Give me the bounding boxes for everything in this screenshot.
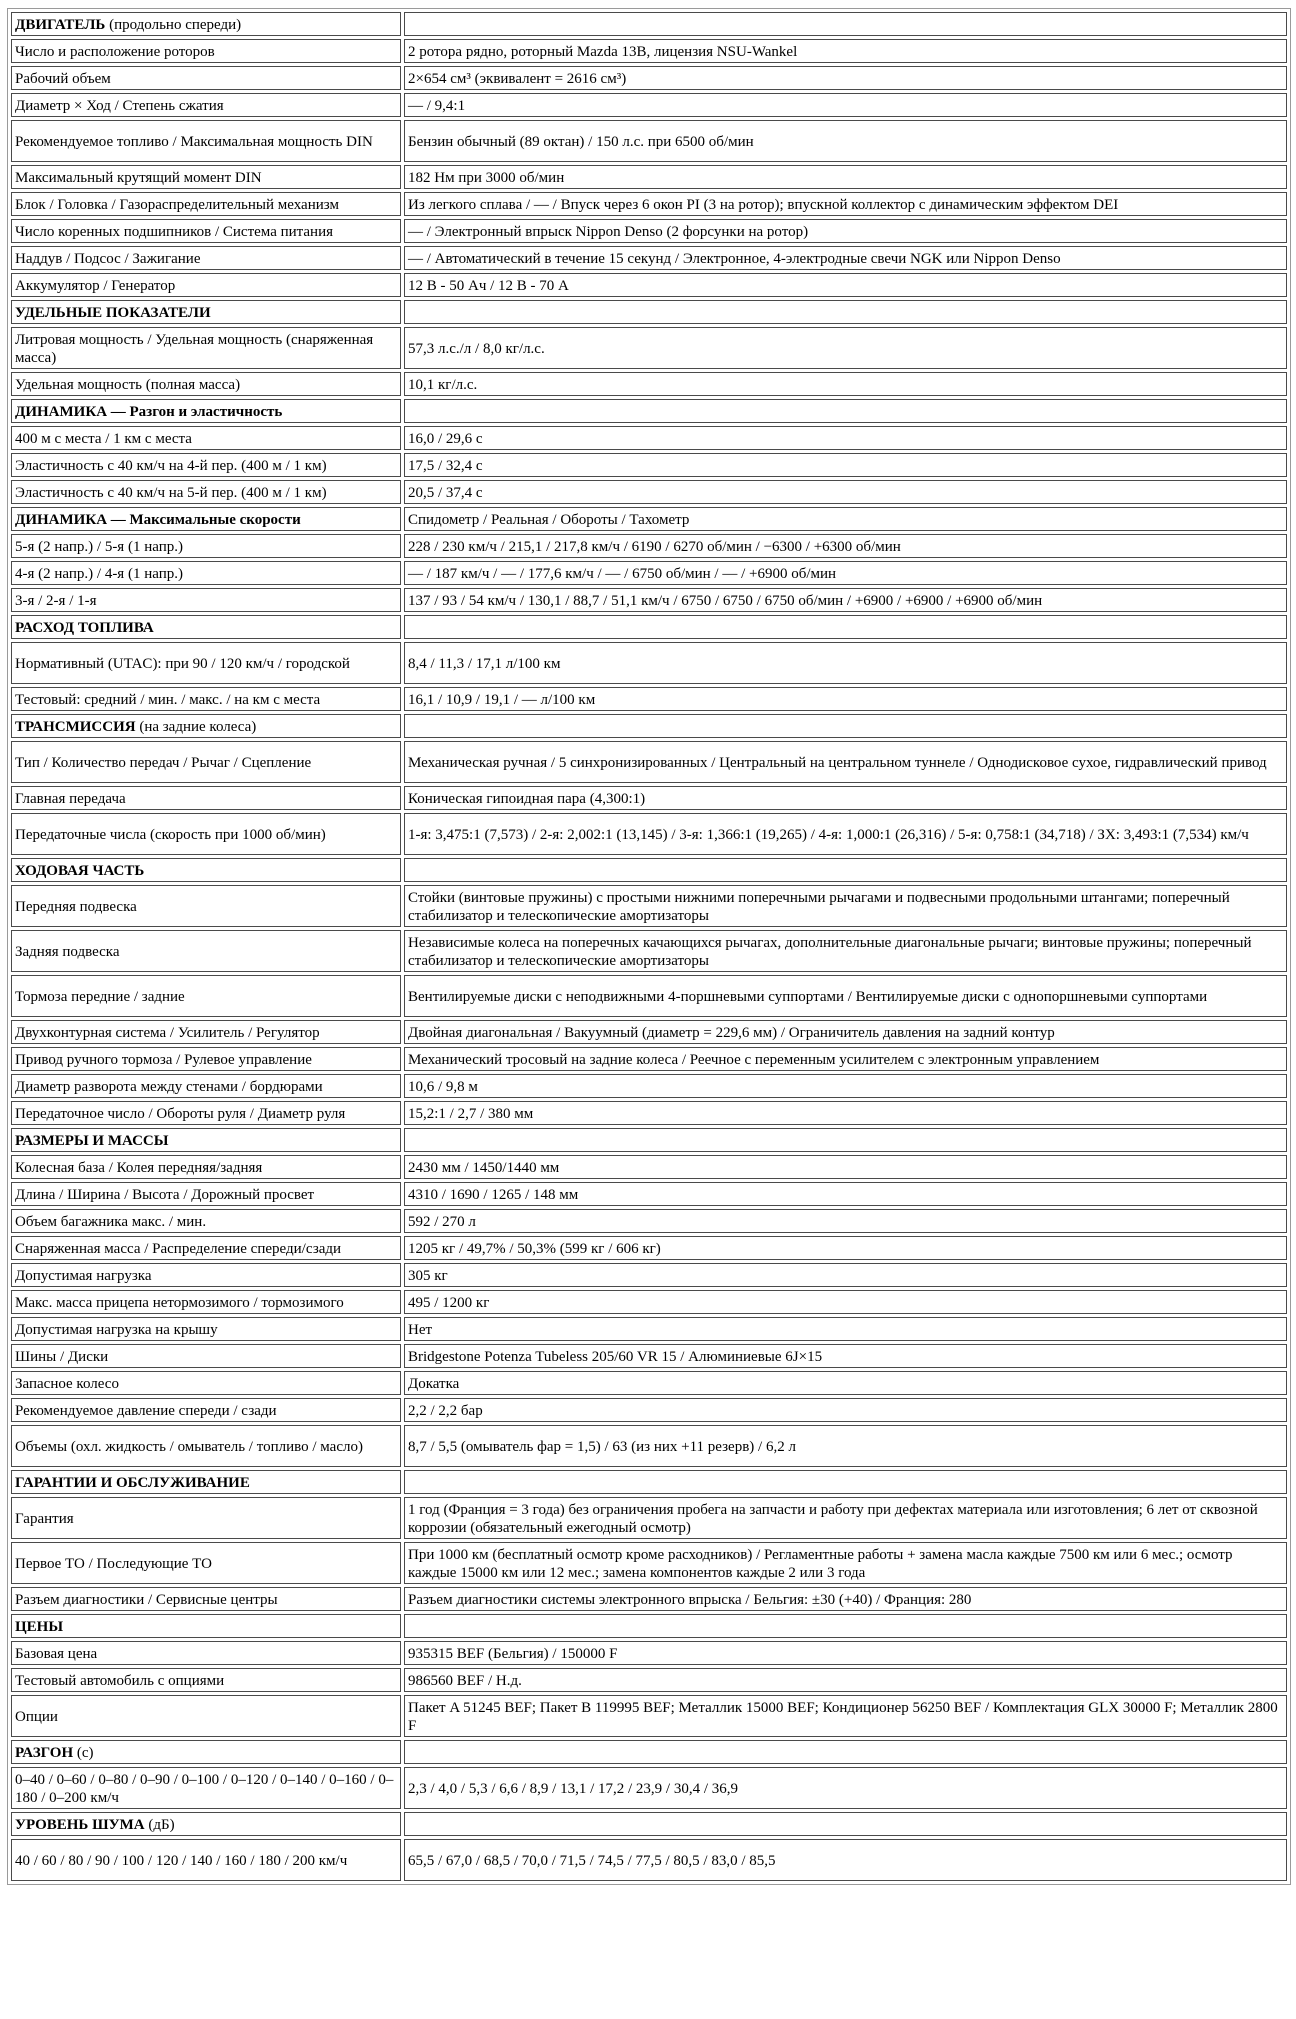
section-header-row (11, 12, 1287, 36)
section-header-row (11, 1812, 1287, 1836)
section-header-row (11, 1740, 1287, 1764)
spec-value: Коническая гипоидная пара (4,300:1) (404, 786, 1287, 810)
section-title: ДВИГАТЕЛЬ (15, 16, 106, 33)
section-value-cell (404, 1812, 1287, 1836)
spec-label: Рабочий объем (11, 66, 401, 90)
section-title: РАСХОД ТОПЛИВА (15, 619, 154, 636)
spec-label: 0–40 / 0–60 / 0–80 / 0–90 / 0–100 / 0–120 / 0–140 / 0–160 / 0–180 / 0–200 км/ч (11, 1767, 401, 1809)
table-row (11, 246, 1287, 270)
spec-value: 12 В - 50 Ач / 12 В - 70 А (404, 273, 1287, 297)
spec-value: 10,6 / 9,8 м (404, 1074, 1287, 1098)
table-row (11, 1398, 1287, 1422)
table-row (11, 219, 1287, 243)
spec-label: Привод ручного тормоза / Рулевое управление (11, 1047, 401, 1071)
spec-label: Запасное колесо (11, 1371, 401, 1395)
table-row (11, 642, 1287, 684)
spec-label: Тип / Количество передач / Рычаг / Сцепление (11, 741, 401, 783)
section-header-row (11, 507, 1287, 531)
spec-value: Двойная диагональная / Вакуумный (диаметр = 229,6 мм) / Ограничитель давления на задний контур (404, 1020, 1287, 1044)
section-note: (на задние колеса) (135, 718, 257, 735)
spec-value: 1 год (Франция = 3 года) без ограничения пробега на запчасти и работу при дефектах материала или изготовления; 6 лет от сквозной коррозии (обязательный ежегодный осмотр) (404, 1497, 1287, 1539)
section-header (11, 1812, 401, 1836)
spec-label: 4-я (2 напр.) / 4-я (1 напр.) (11, 561, 401, 585)
spec-value: 16,1 / 10,9 / 19,1 / — л/100 км (404, 687, 1287, 711)
spec-value: 1205 кг / 49,7% / 50,3% (599 кг / 606 кг) (404, 1236, 1287, 1260)
section-header (11, 1470, 401, 1494)
spec-value: — / Электронный впрыск Nippon Denso (2 форсунки на ротор) (404, 219, 1287, 243)
section-value-cell (404, 615, 1287, 639)
spec-value: 592 / 270 л (404, 1209, 1287, 1233)
spec-label: Допустимая нагрузка (11, 1263, 401, 1287)
section-header (11, 1740, 401, 1764)
table-row (11, 1155, 1287, 1179)
section-header-row (11, 615, 1287, 639)
spec-table (7, 8, 1291, 1885)
section-title: ХОДОВАЯ ЧАСТЬ (15, 862, 145, 879)
spec-value: 2,2 / 2,2 бар (404, 1398, 1287, 1422)
spec-value: Механический тросовый на задние колеса / Реечное с переменным усилителем с электронным управлением (404, 1047, 1287, 1071)
table-row (11, 1074, 1287, 1098)
spec-label: Опции (11, 1695, 401, 1737)
spec-label: Передаточное число / Обороты руля / Диаметр руля (11, 1101, 401, 1125)
table-row (11, 1182, 1287, 1206)
table-row (11, 1839, 1287, 1881)
table-row (11, 1290, 1287, 1314)
section-header (11, 714, 401, 738)
table-row (11, 66, 1287, 90)
table-row (11, 273, 1287, 297)
table-row (11, 1209, 1287, 1233)
table-row (11, 1263, 1287, 1287)
spec-label: Удельная мощность (полная масса) (11, 372, 401, 396)
section-title: РАЗГОН (15, 1744, 74, 1761)
section-header (11, 300, 401, 324)
spec-value: 2 ротора рядно, роторный Mazda 13B, лицензия NSU-Wankel (404, 39, 1287, 63)
spec-label: 3-я / 2-я / 1-я (11, 588, 401, 612)
spec-value: Механическая ручная / 5 синхронизированных / Центральный на центральном туннеле / Однодисковое сухое, гидравлический привод (404, 741, 1287, 783)
table-row (11, 561, 1287, 585)
section-header-row (11, 1470, 1287, 1494)
spec-label: Литровая мощность / Удельная мощность (снаряженная масса) (11, 327, 401, 369)
table-row (11, 480, 1287, 504)
spec-value: — / Автоматический в течение 15 секунд / Электронное, 4-электродные свечи NGK или Nippon Denso (404, 246, 1287, 270)
spec-label: Диаметр × Ход / Степень сжатия (11, 93, 401, 117)
spec-value: При 1000 км (бесплатный осмотр кроме расходников) / Регламентные работы + замена масла каждые 7500 км или 6 мес.; осмотр каждые 15000 км или 12 мес.; замена компонентов каждые 2 или 3 года (404, 1542, 1287, 1584)
spec-label: Наддув / Подсос / Зажигание (11, 246, 401, 270)
spec-value: 20,5 / 37,4 с (404, 480, 1287, 504)
section-header (11, 615, 401, 639)
spec-label: 5-я (2 напр.) / 5-я (1 напр.) (11, 534, 401, 558)
spec-value: 57,3 л.с./л / 8,0 кг/л.с. (404, 327, 1287, 369)
spec-value: — / 9,4:1 (404, 93, 1287, 117)
section-header-row (11, 714, 1287, 738)
table-row (11, 687, 1287, 711)
spec-value: 305 кг (404, 1263, 1287, 1287)
table-row (11, 192, 1287, 216)
spec-label: Допустимая нагрузка на крышу (11, 1317, 401, 1341)
section-value-cell (404, 1128, 1287, 1152)
section-value-cell (404, 714, 1287, 738)
spec-value: 1-я: 3,475:1 (7,573) / 2-я: 2,002:1 (13,145) / 3-я: 1,366:1 (19,265) / 4-я: 1,000:1 (26,316) / 5-я: 0,758:1 (34,718) / ЗХ: 3,493:1 (7,534) км/ч (404, 813, 1287, 855)
spec-value: Вентилируемые диски с неподвижными 4-поршневыми суппортами / Вентилируемые диски с однопоршневыми суппортами (404, 975, 1287, 1017)
spec-label: Двухконтурная система / Усилитель / Регулятор (11, 1020, 401, 1044)
spec-value: 986560 BEF / Н.д. (404, 1668, 1287, 1692)
spec-value: 228 / 230 км/ч / 215,1 / 217,8 км/ч / 6190 / 6270 об/мин / −6300 / +6300 об/мин (404, 534, 1287, 558)
section-value-cell (404, 399, 1287, 423)
section-header-row (11, 1128, 1287, 1152)
section-value-cell (404, 300, 1287, 324)
table-row (11, 372, 1287, 396)
table-row (11, 1767, 1287, 1809)
spec-label: 400 м с места / 1 км с места (11, 426, 401, 450)
section-header-row (11, 1614, 1287, 1638)
table-row (11, 1236, 1287, 1260)
table-row (11, 1425, 1287, 1467)
section-title: УДЕЛЬНЫЕ ПОКАЗАТЕЛИ (15, 304, 211, 321)
table-row (11, 1344, 1287, 1368)
spec-label: Объемы (охл. жидкость / омыватель / топливо / масло) (11, 1425, 401, 1467)
spec-label: Аккумулятор / Генератор (11, 273, 401, 297)
section-header (11, 1614, 401, 1638)
table-row (11, 327, 1287, 369)
spec-label: Диаметр разворота между стенами / бордюрами (11, 1074, 401, 1098)
table-row (11, 1101, 1287, 1125)
table-row (11, 930, 1287, 972)
section-header (11, 12, 401, 36)
section-title: УРОВЕНЬ ШУМА (15, 1816, 145, 1833)
section-title: ГАРАНТИИ И ОБСЛУЖИВАНИЕ (15, 1474, 250, 1491)
spec-value: Бензин обычный (89 октан) / 150 л.с. при 6500 об/мин (404, 120, 1287, 162)
spec-label: Колесная база / Колея передняя/задняя (11, 1155, 401, 1179)
section-value-cell: Спидометр / Реальная / Обороты / Тахометр (404, 507, 1287, 531)
spec-label: Рекомендуемое давление спереди / сзади (11, 1398, 401, 1422)
table-row (11, 1641, 1287, 1665)
spec-value: 8,4 / 11,3 / 17,1 л/100 км (404, 642, 1287, 684)
spec-label: Передаточные числа (скорость при 1000 об/мин) (11, 813, 401, 855)
section-header-row (11, 300, 1287, 324)
spec-value: Стойки (винтовые пружины) с простыми нижними поперечными рычагами и подвесными продольными штангами; поперечный стабилизатор и телескопические амортизаторы (404, 885, 1287, 927)
spec-table-body (11, 12, 1287, 1881)
spec-value: 4310 / 1690 / 1265 / 148 мм (404, 1182, 1287, 1206)
spec-value: 10,1 кг/л.с. (404, 372, 1287, 396)
spec-label: Шины / Диски (11, 1344, 401, 1368)
table-row (11, 534, 1287, 558)
table-row (11, 1371, 1287, 1395)
table-row (11, 1020, 1287, 1044)
section-value-cell (404, 1740, 1287, 1764)
spec-value: 2×654 см³ (эквивалент = 2616 см³) (404, 66, 1287, 90)
spec-value: Разъем диагностики системы электронного впрыска / Бельгия: ±30 (+40) / Франция: 280 (404, 1587, 1287, 1611)
spec-value: 2430 мм / 1450/1440 мм (404, 1155, 1287, 1179)
spec-value: Из легкого сплава / — / Впуск через 6 окон PI (3 на ротор); впускной коллектор с динамическим эффектом DEI (404, 192, 1287, 216)
spec-value: 935315 BEF (Бельгия) / 150000 F (404, 1641, 1287, 1665)
spec-value: 495 / 1200 кг (404, 1290, 1287, 1314)
table-row (11, 39, 1287, 63)
spec-label: Объем багажника макс. / мин. (11, 1209, 401, 1233)
spec-label: Эластичность с 40 км/ч на 4-й пер. (400 м / 1 км) (11, 453, 401, 477)
section-value-cell (404, 1470, 1287, 1494)
section-title: ЦЕНЫ (15, 1618, 64, 1635)
section-header (11, 1128, 401, 1152)
spec-label: Тормоза передние / задние (11, 975, 401, 1017)
table-row (11, 885, 1287, 927)
spec-label: Максимальный крутящий момент DIN (11, 165, 401, 189)
section-value-cell (404, 12, 1287, 36)
spec-value: 16,0 / 29,6 с (404, 426, 1287, 450)
spec-value: — / 187 км/ч / — / 177,6 км/ч / — / 6750 об/мин / — / +6900 об/мин (404, 561, 1287, 585)
spec-label: Тестовый автомобиль с опциями (11, 1668, 401, 1692)
table-row (11, 741, 1287, 783)
section-header-row (11, 858, 1287, 882)
spec-label: 40 / 60 / 80 / 90 / 100 / 120 / 140 / 160 / 180 / 200 км/ч (11, 1839, 401, 1881)
table-row (11, 813, 1287, 855)
table-row (11, 453, 1287, 477)
section-value-cell (404, 858, 1287, 882)
spec-label: Передняя подвеска (11, 885, 401, 927)
table-row (11, 1317, 1287, 1341)
spec-value: Нет (404, 1317, 1287, 1341)
section-title: РАЗМЕРЫ И МАССЫ (15, 1132, 169, 1149)
spec-label: Макс. масса прицепа нетормозимого / тормозимого (11, 1290, 401, 1314)
spec-value: 17,5 / 32,4 с (404, 453, 1287, 477)
spec-label: Длина / Ширина / Высота / Дорожный просвет (11, 1182, 401, 1206)
spec-label: Первое ТО / Последующие ТО (11, 1542, 401, 1584)
section-header (11, 399, 401, 423)
spec-value: 2,3 / 4,0 / 5,3 / 6,6 / 8,9 / 13,1 / 17,2 / 23,9 / 30,4 / 36,9 (404, 1767, 1287, 1809)
section-title: ТРАНСМИССИЯ (15, 718, 136, 735)
spec-label: Снаряженная масса / Распределение спереди/сзади (11, 1236, 401, 1260)
spec-value: Независимые колеса на поперечных качающихся рычагах, дополнительные диагональные рычаги; винтовые пружины; поперечный стабилизатор и телескопические амортизаторы (404, 930, 1287, 972)
spec-value: 8,7 / 5,5 (омыватель фар = 1,5) / 63 (из них +11 резерв) / 6,2 л (404, 1425, 1287, 1467)
spec-label: Число коренных подшипников / Система питания (11, 219, 401, 243)
table-row (11, 1497, 1287, 1539)
table-row (11, 1587, 1287, 1611)
table-row (11, 975, 1287, 1017)
spec-value: Пакет A 51245 BEF; Пакет B 119995 BEF; Металлик 15000 BEF; Кондиционер 56250 BEF / Комплектация GLX 30000 F; Металлик 2800 F (404, 1695, 1287, 1737)
spec-label: Гарантия (11, 1497, 401, 1539)
spec-value: 65,5 / 67,0 / 68,5 / 70,0 / 71,5 / 74,5 / 77,5 / 80,5 / 83,0 / 85,5 (404, 1839, 1287, 1881)
table-row (11, 93, 1287, 117)
table-row (11, 426, 1287, 450)
section-header-row (11, 399, 1287, 423)
spec-value: 137 / 93 / 54 км/ч / 130,1 / 88,7 / 51,1 км/ч / 6750 / 6750 / 6750 об/мин / +6900 / +6900 / +6900 об/мин (404, 588, 1287, 612)
table-row (11, 1542, 1287, 1584)
spec-label: Базовая цена (11, 1641, 401, 1665)
table-row (11, 1047, 1287, 1071)
table-row (11, 1695, 1287, 1737)
section-note: (с) (73, 1744, 94, 1761)
spec-value: Докатка (404, 1371, 1287, 1395)
table-row (11, 786, 1287, 810)
section-note: (дБ) (144, 1816, 175, 1833)
spec-label: Тестовый: средний / мин. / макс. / на км с места (11, 687, 401, 711)
table-row (11, 120, 1287, 162)
spec-label: Блок / Головка / Газораспределительный механизм (11, 192, 401, 216)
section-title: ДИНАМИКА — Максимальные скорости (15, 511, 301, 528)
spec-label: Число и расположение роторов (11, 39, 401, 63)
spec-label: Разъем диагностики / Сервисные центры (11, 1587, 401, 1611)
section-header (11, 507, 401, 531)
table-row (11, 165, 1287, 189)
section-header (11, 858, 401, 882)
spec-label: Главная передача (11, 786, 401, 810)
spec-label: Нормативный (UTAC): при 90 / 120 км/ч / городской (11, 642, 401, 684)
spec-value: Bridgestone Potenza Tubeless 205/60 VR 15 / Алюминиевые 6J×15 (404, 1344, 1287, 1368)
section-note: (продольно спереди) (105, 16, 242, 33)
spec-label: Задняя подвеска (11, 930, 401, 972)
section-title: ДИНАМИКА — Разгон и эластичность (15, 403, 283, 420)
section-value-cell (404, 1614, 1287, 1638)
spec-label: Эластичность с 40 км/ч на 5-й пер. (400 м / 1 км) (11, 480, 401, 504)
spec-value: 182 Нм при 3000 об/мин (404, 165, 1287, 189)
spec-label: Рекомендуемое топливо / Максимальная мощность DIN (11, 120, 401, 162)
spec-value: 15,2:1 / 2,7 / 380 мм (404, 1101, 1287, 1125)
table-row (11, 588, 1287, 612)
table-row (11, 1668, 1287, 1692)
